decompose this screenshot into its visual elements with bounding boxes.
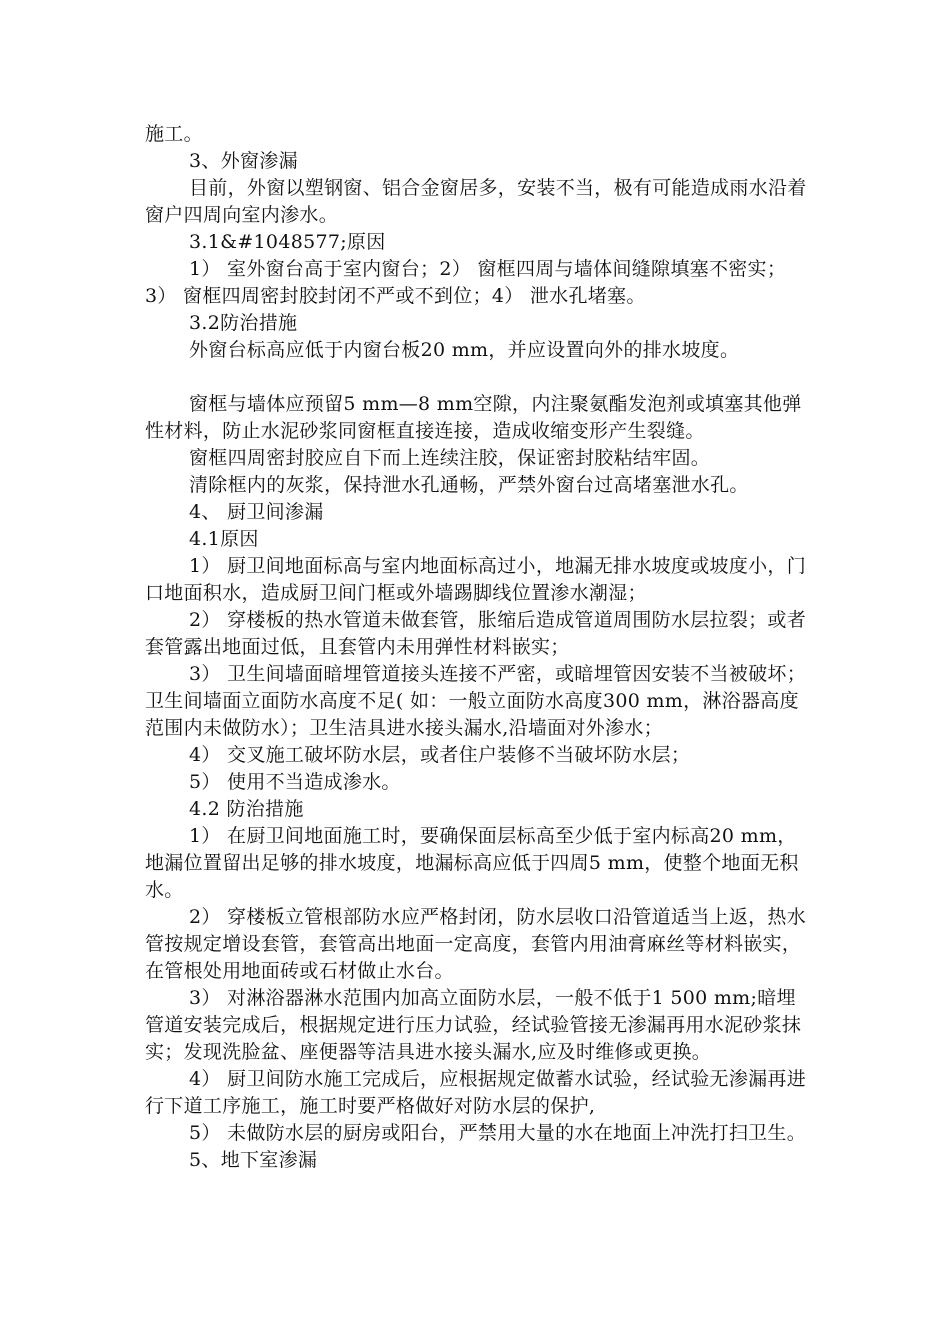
heading-4-2-measures: 4.2 防治措施 [189,798,304,820]
list-item-measure-5: 5） 未做防水层的厨房或阳台，严禁用大量的水在地面上冲洗打扫卫生。 [189,1122,807,1144]
list-item-measure-4: 4） 厨卫间防水施工完成后，应根据规定做蓄水试验，经试验无渗漏再进行下道工序施工，施工时要严格做好对防水层的保护, [145,1068,807,1117]
list-item-measure-2: 2） 穿楼板立管根部防水应严格封闭，防水层收口沿管道适当上返，热水管按规定增设套管，套管高出地面一定高度，套管内用油膏麻丝等材料嵌实，在管根处用地面砖或石材做止水台。 [145,906,807,982]
list-item-cause-4: 4） 交叉施工破坏防水层，或者住户装修不当破坏防水层； [189,744,691,766]
heading-3-2-measures: 3.2防治措施 [189,312,298,334]
document-body [145,121,807,1174]
paragraph-sill-height: 外窗台标高应低于内窗台板20 mm，并应设置向外的排水坡度。 [189,339,740,361]
heading-4-1-cause: 4.1原因 [189,528,259,550]
paragraph-drain-hole: 清除框内的灰浆，保持泄水孔通畅，严禁外窗台过高堵塞泄水孔。 [189,474,749,496]
paragraph-window-causes: 1） 室外窗台高于室内窗台；2） 窗框四周与墙体间缝隙填塞不密实；3） 窗框四周密封胶封闭不严或不到位；4） 泄水孔堵塞。 [145,258,787,307]
heading-3-window-leakage: 3、外窗渗漏 [189,150,298,172]
heading-4-bathroom-leakage: 4、 厨卫间渗漏 [189,501,324,523]
list-item-cause-1: 1） 厨卫间地面标高与室内地面标高过小，地漏无排水坡度或坡度小，门口地面积水，造成厨卫间门框或外墙踢脚线位置渗水潮湿； [145,555,807,604]
list-item-cause-2: 2） 穿楼板的热水管道未做套管，胀缩后造成管道周围防水层拉裂；或者套管露出地面过低，且套管内未用弹性材料嵌实； [145,609,807,658]
paragraph-sealant: 窗框四周密封胶应自下而上连续注胶，保证密封胶粘结牢固。 [189,447,711,469]
heading-3-1-cause: 3.1&#1048577;原因 [189,231,386,253]
list-item-cause-5: 5） 使用不当造成渗水。 [189,771,401,793]
paragraph-continuation: 施工。 [145,123,203,145]
paragraph-window-intro: 目前，外窗以塑钢窗、铝合金窗居多，安装不当，极有可能造成雨水沿着窗户四周向室内渗水。 [145,177,807,226]
list-item-measure-3: 3） 对淋浴器淋水范围内加高立面防水层，一般不低于1 500 mm;暗埋管道安装完成后，根据规定进行压力试验，经试验管接无渗漏再用水泥砂浆抹实；发现洗脸盆、座便器等洁具进水接头漏水,应及时维修或更换。 [145,987,802,1063]
paragraph-frame-gap: 窗框与墙体应预留5 mm—8 mm空隙，内注聚氨酯发泡剂或填塞其他弹性材料，防止水泥砂浆同窗框直接连接，造成收缩变形产生裂缝。 [145,393,802,442]
list-item-measure-1: 1） 在厨卫间地面施工时，要确保面层标高至少低于室内标高20 mm，地漏位置留出足够的排水坡度，地漏标高应低于四周5 mm，使整个地面无积水。 [145,825,799,901]
heading-5-basement-leakage: 5、地下室渗漏 [189,1149,318,1171]
list-item-cause-3: 3） 卫生间墙面暗埋管道接头连接不严密，或暗埋管因安装不当被破坏；卫生间墙面立面防水高度不足( 如：一般立面防水高度300 mm，淋浴器高度范围内未做防水）；卫生洁具进水接头漏水,沿墙面对外渗水； [145,663,807,739]
